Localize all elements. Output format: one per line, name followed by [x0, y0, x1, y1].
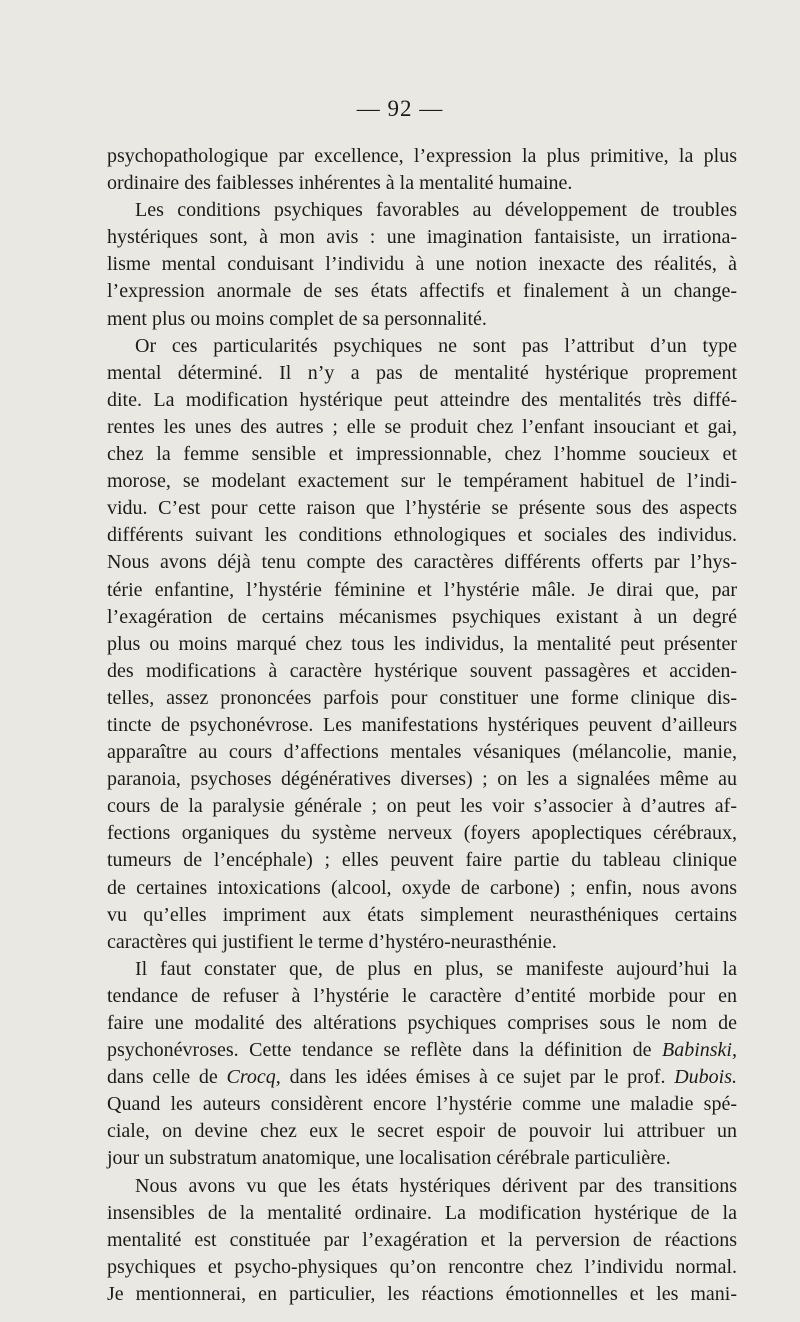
body-text: [107, 143, 737, 1308]
text-line: ment plus ou moins complet de sa personnalité.: [107, 307, 487, 330]
author-name: Crocq,: [226, 1066, 281, 1089]
text-line: Il faut constater que, de plus en plus, se manifeste aujourd’hui la: [135, 957, 737, 980]
text-line: cours de la paralysie générale ; on peut les voir s’associer à d’autres af-: [107, 795, 737, 818]
text-segment: dans celle de: [107, 1066, 227, 1089]
text-line: dite. La modification hystérique peut atteindre des mentalités très diffé-: [107, 388, 737, 411]
text-line: apparaître au cours d’affections mentales vésaniques (mélancolie, manie,: [107, 741, 737, 764]
text-line: ordinaire des faiblesses inhérentes à la mentalité humaine.: [107, 172, 573, 195]
text-line: tendance de refuser à l’hystérie le caractère d’entité morbide pour en: [107, 984, 737, 1007]
text-line: psychopathologique par excellence, l’expression la plus primitive, la plus: [107, 145, 737, 167]
author-name: Dubois.: [674, 1066, 737, 1089]
text-line: hystériques sont, à mon avis : une imagination fantaisiste, un irrationa-: [107, 226, 737, 249]
page-number: — 92 —: [356, 96, 444, 121]
text-line: vidu. C’est pour cette raison que l’hystérie se présente sous des aspects: [107, 497, 737, 520]
text-line: Or ces particularités psychiques ne sont pas l’attribut d’un type: [135, 334, 737, 357]
text-line: [107, 1064, 737, 1091]
author-name: Babinski,: [662, 1039, 737, 1062]
text-line: tincte de psychonévrose. Les manifestations hystériques peuvent d’ailleurs: [107, 713, 737, 736]
text-line: chez la femme sensible et impressionnable, chez l’homme soucieux et: [107, 443, 737, 466]
text-line: telles, assez prononcées parfois pour constituer une forme clinique dis-: [107, 686, 737, 709]
text-line: caractères qui justifient le terme d’hystéro-neurasthénie.: [107, 930, 557, 953]
text-segment: dans les idées émises à ce sujet par le prof.: [280, 1066, 675, 1089]
text-line: différents suivant les conditions ethnologiques et sociales des individus.: [107, 524, 737, 547]
text-line: rentes les unes des autres ; elle se produit chez l’enfant insouciant et gai,: [107, 415, 737, 438]
text-line: faire une modalité des altérations psychiques comprises sous le nom de: [107, 1012, 737, 1034]
text-line: tumeurs de l’encéphale) ; elles peuvent faire partie du tableau clinique: [107, 849, 737, 872]
text-line: insensibles de la mentalité ordinaire. La modification hystérique de la: [107, 1201, 737, 1224]
text-line: des modifications à caractère hystérique souvent passagères et acciden-: [107, 659, 737, 682]
text-line: jour un substratum anatomique, une localisation cérébrale particulière.: [107, 1147, 671, 1170]
text-line: mentalité est constituée par l’exagération et la perversion de réactions: [107, 1228, 737, 1251]
text-line: lisme mental conduisant l’individu à une notion inexacte des réalités, à: [107, 253, 737, 276]
text-line: l’expression anormale de ses états affectifs et finalement à un change-: [107, 280, 737, 303]
text-line: Je mentionnerai, en particulier, les réactions émotionnelles et les mani-: [107, 1282, 737, 1305]
text-line: ciale, on devine chez eux le secret espoir de pouvoir lui attribuer un: [107, 1120, 737, 1143]
text-line: psychiques et psycho-physiques qu’on rencontre chez l’individu normal.: [107, 1255, 737, 1278]
text-line: Nous avons vu que les états hystériques dérivent par des transitions: [135, 1174, 737, 1197]
text-line: de certaines intoxications (alcool, oxyde de carbone) ; enfin, nous avons: [107, 876, 737, 899]
text-line: Les conditions psychiques favorables au développement de troubles: [135, 199, 737, 222]
text-line: Nous avons déjà tenu compte des caractères différents offerts par l’hys-: [107, 551, 737, 574]
text-line: mental déterminé. Il n’y a pas de mentalité hystérique proprement: [107, 361, 737, 384]
text-line: [107, 1037, 737, 1064]
text-line: paranoia, psychoses dégénératives diverses) ; on les a signalées même au: [107, 768, 737, 791]
text-line: plus ou moins marqué chez tous les individus, la mentalité peut présenter: [107, 632, 737, 655]
text-line: l’exagération de certains mécanismes psychiques existant à un degré: [107, 605, 737, 628]
text-segment: psychonévroses. Cette tendance se reflète dans la définition de: [107, 1039, 662, 1062]
text-line: Quand les auteurs considèrent encore l’hystérie comme une maladie spé-: [107, 1093, 737, 1116]
text-line: fections organiques du système nerveux (foyers apoplectiques cérébraux,: [107, 822, 737, 845]
text-line: vu qu’elles impriment aux états simplement neurasthéniques certains: [107, 903, 737, 926]
text-line: morose, se modelant exactement sur le tempérament habituel de l’indi-: [107, 470, 737, 493]
text-line: térie enfantine, l’hystérie féminine et l’hystérie mâle. Je dirai que, par: [107, 578, 737, 601]
